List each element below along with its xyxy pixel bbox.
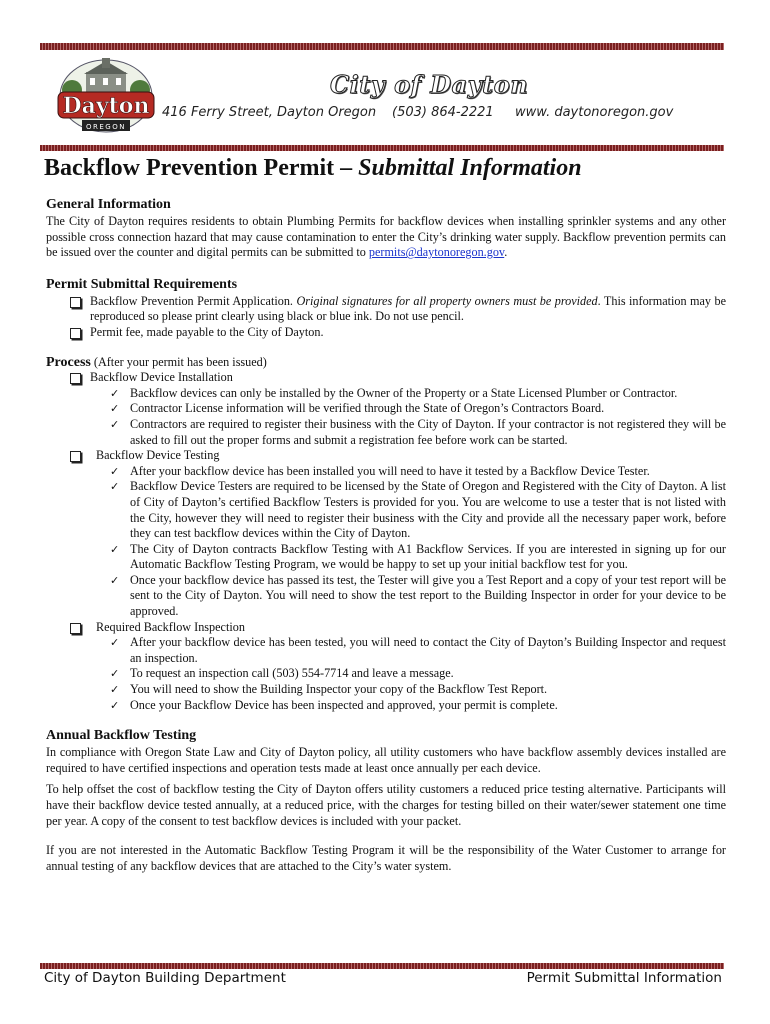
process-item-text: Backflow devices can only be installed by the Owner of the Property or a State Licensed Plumber or Contractor.: [130, 385, 678, 400]
checkbox-icon[interactable]: [70, 373, 81, 384]
process-item-text: Once your Backflow Device has been inspected and approved, your permit is complete.: [130, 697, 558, 712]
process-heading: [46, 355, 726, 371]
process-item-text: Once your backflow device has passed its test, the Tester will give you a Test Report and a copy of your test report will be sent to the City of Dayton. You will need to show the test report to the Building Inspector in order for your device to be approved.: [130, 572, 726, 619]
process-item: [46, 635, 726, 666]
city-logo: [56, 58, 156, 136]
general-body: The City of Dayton requires residents to obtain Plumbing Permits for backflow devices when installing sprinkler systems and any other possible cross connection hazard that may cause contamination to enter the City’s drinking water supply. Backflow prevention permits can be issued over the counter and digital permits can be submitted to: [46, 214, 726, 260]
process-item-text: After your backflow device has been installed you will need to have it tested by a Backflow Device Tester.: [130, 463, 650, 478]
checkmark-icon: ✓: [110, 402, 120, 416]
city-title: City of Dayton: [330, 70, 529, 99]
process-section-testing: [46, 448, 726, 464]
annual-paragraph-2: To help offset the cost of backflow testing the City of Dayton offers utility customers a reduced price testing alternative. Participants will have their backflow device tested annually, at a reduced price, with the charges for testing billed on their water/sewer statement one time per year. A copy of the consent to test backflow devices is included with your packet.: [46, 782, 726, 828]
process-item: [46, 666, 726, 682]
general-heading: General Information: [46, 197, 171, 212]
permits-email-link[interactable]: permits@daytonoregon.gov: [368, 245, 505, 260]
checkmark-icon: ✓: [110, 573, 120, 587]
checkmark-icon: ✓: [110, 667, 120, 681]
checkbox-icon[interactable]: [70, 451, 81, 462]
process-item: [46, 573, 726, 620]
process-item-text: After your backflow device has been tested, you will need to contact the City of Dayton’s Building Inspector and request an inspection.: [130, 635, 726, 665]
process-section-label: Backflow Device Installation: [90, 370, 233, 385]
footer-right: Permit Submittal Information: [526, 970, 722, 986]
process-item: [46, 386, 726, 402]
checkmark-icon: ✓: [110, 698, 120, 712]
header-website: www. daytonoregon.gov: [515, 105, 674, 120]
checkbox-icon[interactable]: [70, 623, 81, 634]
requirement-item-1-text-b: . This information may be reproduced so please print clearly using black or blue ink. Do not use pencil.: [90, 293, 726, 324]
process-heading-text: Process: [46, 354, 91, 370]
page-title-main: Backflow Prevention Permit –: [44, 155, 359, 181]
process-section-inspection: [46, 620, 726, 636]
annual-paragraph-3: If you are not interested in the Automatic Backflow Testing Program it will be the responsibility of the Water Customer to arrange for annual testing of any backflow devices that are attached to the City’s water system.: [46, 843, 726, 873]
process-section-label: Backflow Device Testing: [96, 448, 220, 463]
general-end: .: [504, 245, 508, 260]
process-item: [46, 417, 726, 448]
checkmark-icon: ✓: [110, 464, 120, 478]
header-top-rule: [40, 43, 724, 50]
process-item-text: You will need to show the Building Inspector your copy of the Backflow Test Report.: [130, 682, 548, 697]
logo-subtext: OREGON: [86, 123, 126, 131]
process-item: [46, 479, 726, 541]
checkmark-icon: ✓: [110, 417, 120, 431]
process-item-text: Backflow Device Testers are required to be licensed by the State of Oregon and Registered with the City of Dayton. A list of City of Dayton’s certified Backflow Testers is provided for you. You are welcome to use a tester that is not listed with the City, however they will need to register their business with the City and provide all the necessary paper work, before they can test backflow devices within the City of Dayton.: [130, 479, 726, 541]
checkmark-icon: ✓: [110, 636, 120, 650]
process-item-text: The City of Dayton contracts Backflow Testing with A1 Backflow Services. If you are interested in signing up for our Automatic Backflow Testing Program, we would be happy to set up your initial backflow test for you.: [130, 541, 726, 572]
process-section-installation: [46, 370, 726, 386]
annual-heading: Annual Backflow Testing: [46, 728, 197, 744]
logo-text: Dayton: [62, 93, 150, 119]
process-item-text: To request an inspection call (503) 554-7714 and leave a message.: [130, 666, 454, 681]
checkbox-icon[interactable]: [70, 328, 81, 339]
process-item-text: Contractors are required to register their business with the City of Dayton. If your contractor is not registered they will be asked to fill out the proper forms and submit a registration fee before work can be started.: [130, 416, 726, 447]
page-title: [44, 155, 582, 182]
general-paragraph: [46, 214, 726, 261]
requirement-item-1: [46, 294, 726, 325]
process-item: [46, 464, 726, 480]
requirements-heading: Permit Submittal Requirements: [46, 276, 238, 292]
checkmark-icon: ✓: [110, 386, 120, 400]
requirement-item-2-text: Permit fee, made payable to the City of Dayton.: [90, 324, 324, 339]
header-phone: (503) 864-2221: [392, 105, 494, 120]
process-heading-note: (After your permit has been issued): [90, 354, 267, 369]
header-bottom-rule: [40, 145, 724, 151]
checkmark-icon: ✓: [110, 542, 120, 556]
requirement-item-1-text-a: Backflow Prevention Permit Application.: [90, 293, 297, 308]
footer-left: City of Dayton Building Department: [44, 970, 286, 986]
checkmark-icon: ✓: [110, 480, 120, 494]
checkbox-icon[interactable]: [70, 297, 81, 308]
requirement-item-1-italic: Original signatures for all property owners must be provided: [296, 293, 598, 308]
process-item: [46, 542, 726, 573]
document-body: [46, 196, 726, 874]
header-address: 416 Ferry Street, Dayton Oregon: [162, 105, 377, 120]
process-item: [46, 401, 726, 417]
requirement-item-2: [46, 325, 726, 341]
process-item: [46, 682, 726, 698]
checkmark-icon: ✓: [110, 683, 120, 697]
process-section-label: Required Backflow Inspection: [96, 619, 245, 634]
process-item-text: Contractor License information will be verified through the State of Oregon’s Contractors Board.: [130, 401, 605, 416]
page-title-italic: Submittal Information: [358, 155, 582, 181]
process-item: [46, 698, 726, 714]
footer-rule: [40, 963, 724, 969]
annual-paragraph-1: In compliance with Oregon State Law and City of Dayton policy, all utility customers who have backflow assembly devices installed are required to have certified inspections and operation tests made at least once annually per each device.: [46, 745, 726, 775]
